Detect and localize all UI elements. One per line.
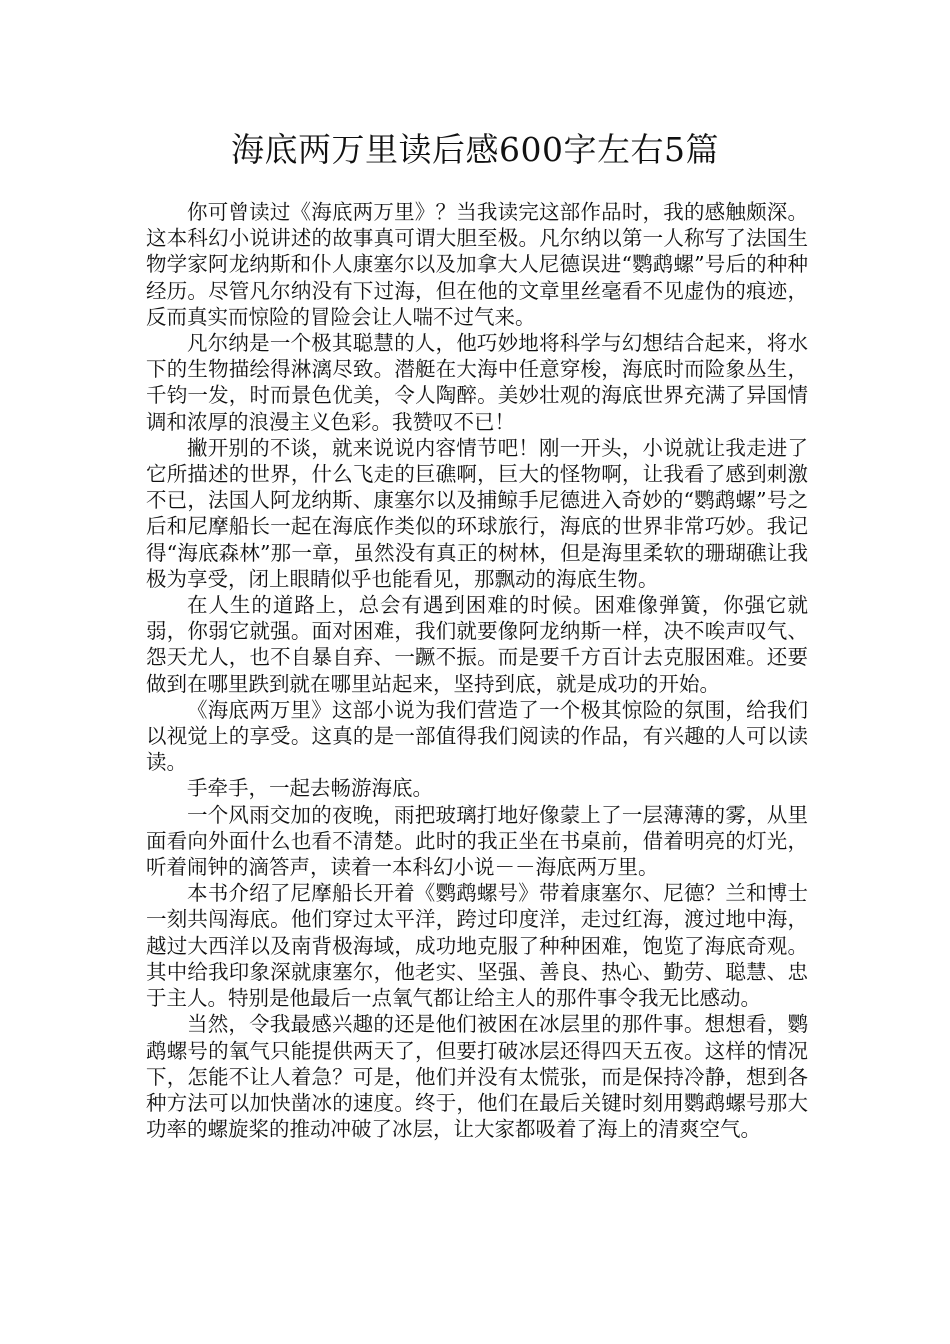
- paragraph-7: 一个风雨交加的夜晚，雨把玻璃打地好像蒙上了一层薄薄的雾，从里面看向外面什么也看不清楚。此时的我正坐在书桌前，借着明亮的灯光，听着闹钟的滴答声，读着一本科幻小说－－海底两万里。: [146, 802, 808, 880]
- document-title: 海底两万里读后感600字左右5篇: [231, 130, 719, 169]
- paragraph-9: 当然，令我最感兴趣的还是他们被困在冰层里的那件事。想想看，鹦鹉螺号的氧气只能提供两天了，但要打破冰层还得四天五夜。这样的情况下，怎能不让人着急？可是，他们并没有太慌张，而是保持冷静，想到各种方法可以加快凿冰的速度。终于，他们在最后关键时刻用鹦鹉螺号那大功率的螺旋桨的推动冲破了冰层，让大家都吸着了海上的清爽空气。: [146, 1012, 808, 1142]
- document-body: [146, 199, 808, 1142]
- paragraph-4: 在人生的道路上，总会有遇到困难的时候。困难像弹簧，你强它就弱，你弱它就强。面对困难，我们就要像阿龙纳斯一样，决不唉声叹气、怨天尤人，也不自暴自弃、一蹶不振。而是要千方百计去克服困难。还要做到在哪里跌到就在哪里站起来，坚持到底，就是成功的开始。: [146, 593, 808, 696]
- paragraph-8: 本书介绍了尼摩船长开着《鹦鹉螺号》带着康塞尔、尼德？兰和博士一刻共闯海底。他们穿过太平洋，跨过印度洋，走过红海，渡过地中海，越过大西洋以及南背极海域，成功地克服了种种困难，饱览了海底奇观。其中给我印象深就康塞尔，他老实、坚强、善良、热心、勤劳、聪慧、忠于主人。特别是他最后一点氧气都让给主人的那件事令我无比感动。: [146, 881, 808, 1011]
- paragraph-2: 凡尔纳是一个极其聪慧的人，他巧妙地将科学与幻想结合起来，将水下的生物描绘得淋漓尽致。潜艇在大海中任意穿梭，海底时而险象丛生，千钧一发，时而景色优美，令人陶醉。美妙壮观的海底世界充满了异国情调和浓厚的浪漫主义色彩。我赞叹不已！: [146, 331, 808, 434]
- paragraph-6: 手牵手，一起去畅游海底。: [187, 776, 433, 801]
- paragraph-3: 撇开别的不谈，就来说说内容情节吧！刚一开头，小说就让我走进了它所描述的世界，什么飞走的巨礁啊，巨大的怪物啊，让我看了感到刺激不已，法国人阿龙纳斯、康塞尔以及捕鲸手尼德进入奇妙的“鹦鹉螺”号之后和尼摩船长一起在海底作类似的环球旅行，海底的世界非常巧妙。我记得“海底森林”那一章，虽然没有真正的树林，但是海里柔软的珊瑚礁让我极为享受，闭上眼睛似乎也能看见，那飘动的海底生物。: [146, 435, 808, 591]
- paragraph-1: 你可曾读过《海底两万里》？当我读完这部作品时，我的感触颇深。这本科幻小说讲述的故事真可谓大胆至极。凡尔纳以第一人称写了法国生物学家阿龙纳斯和仆人康塞尔以及加拿大人尼德误进“鹦鹉螺”号后的种种经历。尽管凡尔纳没有下过海，但在他的文章里丝毫看不见虚伪的痕迹，反而真实而惊险的冒险会让人喘不过气来。: [146, 200, 808, 329]
- paragraph-5: 《海底两万里》这部小说为我们营造了一个极其惊险的氛围，给我们以视觉上的享受。这真的是一部值得我们阅读的作品，有兴趣的人可以读读。: [146, 697, 808, 775]
